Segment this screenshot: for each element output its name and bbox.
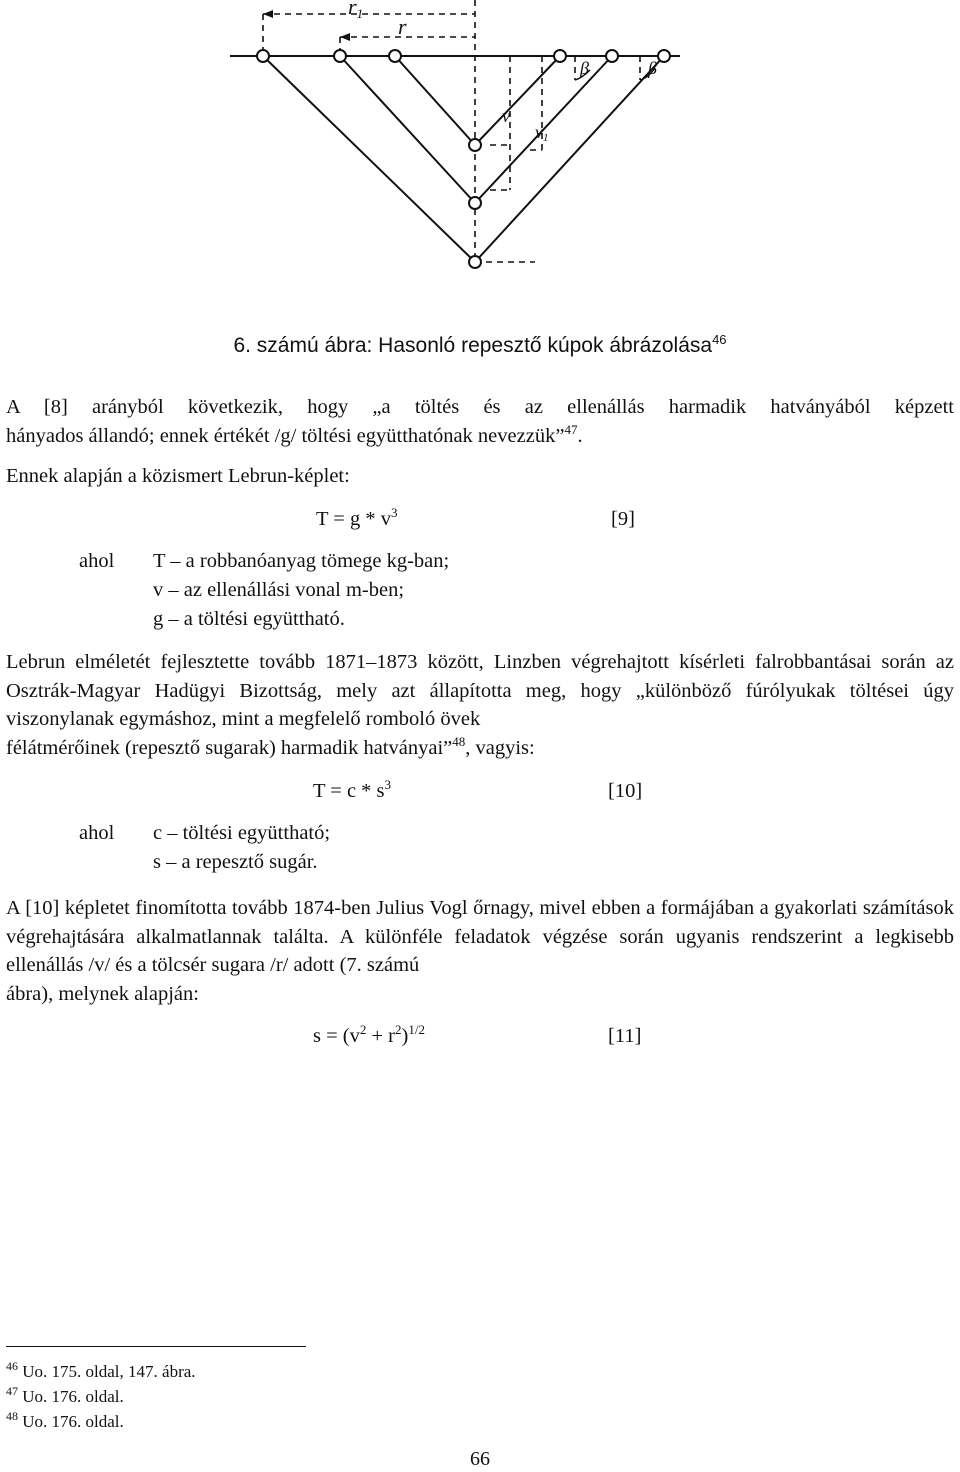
paragraph-4-body: A [10] képletet finomította tovább 1874-ben Julius Vogl őrnagy, mivel ebben a formájában a gyakorlati számítások végrehajtására alkalmatlannak találta. A különféle feladatok végzése során ugyanis rendszerint a legkisebb ellenállás /v/ és a tölcsér sugara /r/ adott (7. számú	[6, 897, 954, 976]
footnote-ref-46[interactable]: 46	[712, 332, 727, 347]
paragraph-3-last: félátmérőinek (repesztő sugarak) harmadik hatványai”$^{48}$, vagyis:	[6, 733, 535, 759]
ahol-label: ahol	[79, 550, 115, 572]
figure-caption	[0, 334, 960, 358]
footnote-ref-48[interactable]: 48	[452, 733, 466, 749]
caption-text: 6. számú ábra: Hasonló repesztő kúpok ábrázolása	[233, 334, 713, 357]
footnote-46: $^{46}$ Uo. 175. oldal, 147. ábra.	[6, 1359, 196, 1381]
paragraph-2: Ennek alapján a közismert Lebrun-képlet:	[6, 465, 350, 487]
paragraph-3	[6, 648, 954, 762]
formula-11: $s = (v^2 + r^2)^{1/2}$	[313, 1022, 425, 1047]
def-item: c – töltési együttható;	[153, 822, 331, 844]
def-item: g – a töltési együttható.	[153, 608, 345, 630]
formula-9-number: [9]	[611, 508, 635, 530]
paragraph-1	[6, 393, 954, 450]
page-number: 66	[470, 1448, 490, 1470]
footnote-divider	[6, 1346, 306, 1347]
label-v: v	[502, 106, 510, 126]
node	[389, 50, 401, 62]
paragraph-4-last: ábra), melynek alapján:	[6, 982, 199, 1005]
node	[469, 139, 481, 151]
node	[469, 256, 481, 268]
label-r1: r1	[348, 0, 364, 21]
label-beta-2: β	[648, 58, 657, 78]
formula-11-number: [11]	[608, 1025, 642, 1047]
small-cone-left	[395, 56, 475, 145]
footnote-ref-47[interactable]: 47	[564, 421, 578, 437]
label-v1: v1	[535, 122, 549, 144]
formula-10: $T = c * s^3$	[313, 777, 392, 802]
crater-cone-diagram	[230, 0, 680, 285]
label-r: r	[398, 14, 407, 39]
paragraph-1-line-1: A [8] arányból következik, hogy „a töltés és az ellenállás harmadik hatványából képzett	[6, 396, 954, 418]
def-item: T – a robbanóanyag tömege kg-ban;	[153, 550, 450, 572]
outer-cone-right	[475, 56, 664, 262]
node	[606, 50, 618, 62]
node	[257, 50, 269, 62]
footnote-47: $^{47}$ Uo. 176. oldal.	[6, 1384, 124, 1406]
inner-cone-right	[475, 56, 612, 203]
node	[554, 50, 566, 62]
def-item: s – a repesztő sugár.	[153, 851, 318, 873]
inner-cone-left	[340, 56, 475, 203]
paragraph-3-body: Lebrun elméletét fejlesztette tovább 1871–1873 között, Linzben végrehajtott kísérleti falrobbantásai során az Osztrák-Magyar Hadügyi Bizottság, mely azt állapította meg, hogy „különböző fúrólyukak töltései úgy viszonylanak egymáshoz, mint a megfelelő romboló övek	[6, 651, 954, 730]
node	[469, 197, 481, 209]
paragraph-4	[6, 894, 954, 1008]
label-beta-1: β	[580, 58, 589, 78]
formula-9: $T = g * v^3$	[316, 505, 398, 530]
def-item: v – az ellenállási vonal m-ben;	[153, 579, 405, 601]
paragraph-1-line-2: hányados állandó; ennek értékét /g/ töltési együtthatónak nevezzük”$^{47}$.	[6, 421, 583, 447]
node	[334, 50, 346, 62]
node	[658, 50, 670, 62]
footnote-48: $^{48}$ Uo. 176. oldal.	[6, 1409, 124, 1431]
formula-10-number: [10]	[608, 780, 643, 802]
ahol-label: ahol	[79, 822, 115, 844]
